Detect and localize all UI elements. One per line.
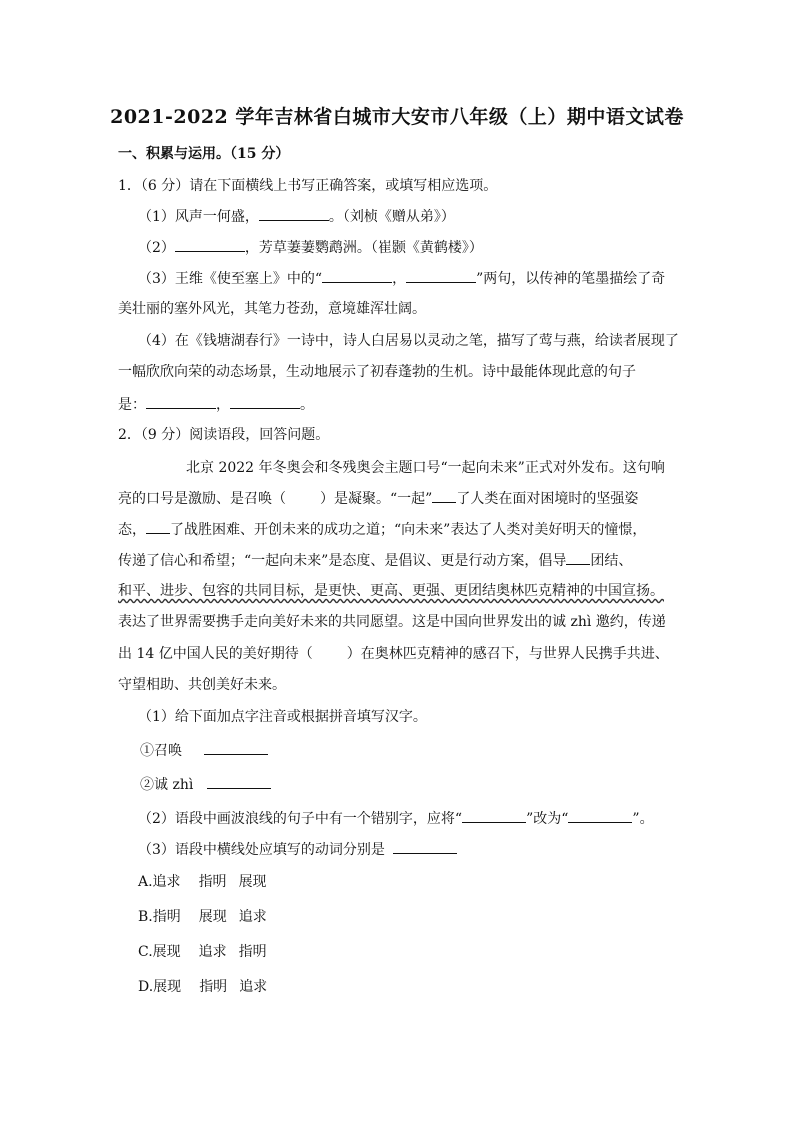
passage-text: 了人类在面对困境时的坚强姿 xyxy=(456,491,639,507)
question-number: 2． xyxy=(118,427,141,443)
option-label: D.展现 xyxy=(138,979,182,995)
passage-line xyxy=(118,519,646,540)
option-b[interactable] xyxy=(138,907,267,927)
answer-blank[interactable] xyxy=(432,488,456,503)
item-text: ，芳草萋萋鹦鹉洲。（崔颢《黄鹤楼》） xyxy=(244,240,483,256)
q2-sub-1-b xyxy=(140,774,271,795)
item-text: ①召唤 xyxy=(140,743,182,759)
q2-sub-3 xyxy=(138,839,457,860)
passage-line xyxy=(118,644,669,664)
option-word: 指明 xyxy=(198,874,227,890)
passage-line: 表达了世界需要携手走向美好未来的共同愿望。这是中国向世界发出的诚 zhì 邀约，传递 xyxy=(118,614,666,630)
answer-blank[interactable] xyxy=(322,268,392,283)
passage-line: 北京 2022 年冬奥会和冬残奥会主题口号“一起向未来”正式对外发布。这句响 xyxy=(186,460,665,476)
item-text: （2）语段中画波浪线的句子中有一个错别字，应将“ xyxy=(138,811,463,827)
answer-blank[interactable] xyxy=(204,740,268,755)
option-word: 追求 xyxy=(239,979,268,995)
passage-line: 守望相助、共创美好未来。 xyxy=(118,677,286,693)
option-word: 展现 xyxy=(238,874,267,890)
option-d[interactable] xyxy=(138,977,267,997)
passage-text: 传递了信心和希望；“一起向未来”是态度、是倡议、更是行动方案，倡导 xyxy=(118,553,567,569)
passage-text: 了战胜困难、开创未来的成功之道；“向未来”表达了人类对美好明天的憧憬， xyxy=(170,522,647,538)
item-text: ， xyxy=(392,271,407,287)
passage-text: 态， xyxy=(118,522,146,538)
item-text: ， xyxy=(216,397,230,413)
item-text: ”两句，以传神的笔墨描绘了奇 xyxy=(476,271,666,287)
passage-line xyxy=(118,581,664,601)
item-text: （2） xyxy=(138,240,175,256)
passage-text: ）是凝聚。“一起” xyxy=(320,491,433,507)
answer-blank[interactable] xyxy=(462,808,526,823)
item-text: （3）王维《使至塞上》中的“ xyxy=(138,271,323,287)
option-label: B.指明 xyxy=(138,909,181,925)
passage-line xyxy=(118,550,632,571)
answer-blank[interactable] xyxy=(566,550,590,565)
answer-blank[interactable] xyxy=(393,839,457,854)
option-word: 指明 xyxy=(199,979,228,995)
q1-item-4-line1: （4）在《钱塘湖春行》一诗中，诗人白居易以灵动之笔，描写了莺与燕，给读者展现了 xyxy=(138,333,679,349)
option-c[interactable] xyxy=(138,942,267,962)
item-text: ”改为“ xyxy=(526,811,569,827)
answer-blank[interactable] xyxy=(207,774,271,789)
passage-text: ）在奥林匹克精神的感召下，与世界人民携手共进、 xyxy=(346,646,669,662)
q1-item-3-line2: 美壮丽的塞外风光，其笔力苍劲，意境雄浑壮阔。 xyxy=(118,301,426,317)
question-number: 1． xyxy=(118,178,141,194)
option-a[interactable] xyxy=(138,872,267,892)
q1-item-3 xyxy=(138,268,665,289)
page-title: 2021-2022 学年吉林省白城市大安市八年级（上）期中语文试卷 xyxy=(110,106,684,128)
answer-blank[interactable] xyxy=(259,206,329,221)
item-text: （1）风声一何盛， xyxy=(138,209,259,225)
passage-text: 团结、 xyxy=(590,553,633,569)
question-text: （6 分）请在下面横线上书写正确答案，或填写相应选项。 xyxy=(140,178,498,194)
item-text: 。 xyxy=(300,397,314,413)
answer-blank[interactable] xyxy=(146,519,170,534)
option-word: 追求 xyxy=(238,909,267,925)
answer-blank[interactable] xyxy=(568,808,632,823)
item-text: 。（刘桢《赠从弟》） xyxy=(328,209,455,225)
item-text: （3）语段中横线处应填写的动词分别是 xyxy=(138,842,385,858)
answer-blank[interactable] xyxy=(230,394,300,409)
option-word: 展现 xyxy=(198,909,227,925)
item-text: ②诚 zhì xyxy=(140,777,194,793)
question-1-stem xyxy=(118,176,497,196)
section-heading: 一、积累与运用。（15 分） xyxy=(118,146,290,162)
item-text: ”。 xyxy=(632,811,654,827)
question-2-stem xyxy=(118,425,329,445)
q2-sub-2 xyxy=(138,808,654,829)
option-word: 指明 xyxy=(238,944,267,960)
option-label: A.追求 xyxy=(138,874,181,890)
option-word: 追求 xyxy=(198,944,227,960)
answer-blank[interactable] xyxy=(146,394,216,409)
answer-blank[interactable] xyxy=(175,237,245,252)
wavy-underlined-sentence: 和平、进步、包容的共同目标，是更快、更高、更强、更团结奥林匹克精神的中国宣扬。 xyxy=(118,583,664,599)
q1-item-4-line2: 一幅欣欣向荣的动态场景，生动地展示了初春蓬勃的生机。诗中最能体现此意的句子 xyxy=(118,364,636,380)
q1-item-4-line3 xyxy=(118,394,314,415)
question-text: （9 分）阅读语段，回答问题。 xyxy=(140,427,330,443)
item-text: 是： xyxy=(118,397,146,413)
option-label: C.展现 xyxy=(138,944,181,960)
q2-sub-1-a xyxy=(140,740,268,761)
q1-item-1 xyxy=(138,206,455,227)
q1-item-2 xyxy=(138,237,483,258)
answer-blank[interactable] xyxy=(406,268,476,283)
passage-text: 出 14 亿中国人民的美好期待（ xyxy=(118,646,313,662)
q2-sub-1: （1）给下面加点字注音或根据拼音填写汉字。 xyxy=(138,709,427,725)
passage-line xyxy=(118,488,638,509)
passage-text: 亮的口号是激励、是召唤（ xyxy=(118,491,286,507)
